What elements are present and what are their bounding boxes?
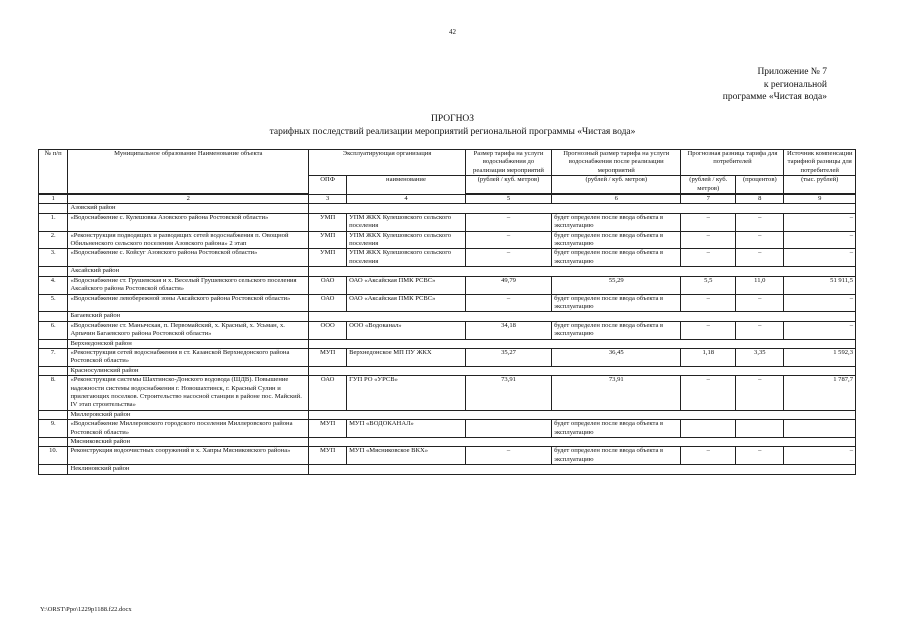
row-number: 9. — [39, 420, 68, 438]
organization-name: УПМ ЖКХ Кулешовского сельского поселения — [347, 249, 466, 267]
district-blank — [39, 267, 68, 276]
district-blank — [39, 312, 68, 321]
source-cell — [784, 420, 856, 438]
col-number: 1 — [39, 195, 68, 204]
diff-pct-cell: 3,35 — [736, 348, 784, 366]
source-cell: – — [784, 231, 856, 249]
diff-pct-cell: – — [736, 447, 784, 465]
district-blank — [39, 339, 68, 348]
tariff-cell: – — [465, 213, 551, 231]
col-number: 6 — [552, 195, 681, 204]
district-blank — [39, 204, 68, 213]
district-blank — [309, 312, 856, 321]
table-row — [39, 249, 856, 267]
tariff-cell: 34,18 — [465, 321, 551, 339]
tariff-cell: 73,91 — [465, 376, 551, 411]
table-row — [39, 231, 856, 249]
document-title: ПРОГНОЗ — [430, 114, 475, 124]
organization-name: УПМ ЖКХ Кулешовского сельского поселения — [347, 231, 466, 249]
column-number-row — [39, 195, 856, 204]
source-cell: 1 787,7 — [784, 376, 856, 411]
header-num: № п/п — [39, 150, 68, 194]
tariff-cell: – — [465, 249, 551, 267]
district-blank — [309, 267, 856, 276]
source-cell: – — [784, 249, 856, 267]
district-blank — [39, 438, 68, 447]
diff-pct-cell — [736, 420, 784, 438]
object-name: «Реконструкция сетей водоснабжения в ст. Казанской Верхнедонского района Ростовской области» — [68, 348, 309, 366]
table-row — [39, 213, 856, 231]
diff-pct-cell: – — [736, 376, 784, 411]
header-tariff: Размер тарифа на услуги водоснабжения до реализации мероприятий — [465, 150, 551, 176]
district-name: Азовский район — [68, 204, 309, 213]
row-number: 2. — [39, 231, 68, 249]
diff-pct-cell: – — [736, 231, 784, 249]
header-operator: Эксплуатирующая организация — [309, 150, 466, 176]
district-row — [39, 204, 856, 213]
row-number: 3. — [39, 249, 68, 267]
forecast-cell: 55,29 — [552, 276, 681, 294]
opf-cell: ОАО — [309, 276, 347, 294]
district-row — [39, 312, 856, 321]
opf-cell: УМП — [309, 249, 347, 267]
opf-cell: ООО — [309, 321, 347, 339]
appendix-caption — [723, 66, 827, 104]
diff-pct-cell: – — [736, 321, 784, 339]
diff-rub-cell: – — [681, 376, 736, 411]
district-name: Верхнедонской район — [68, 339, 309, 348]
forecast-cell: будет определен после ввода объекта в эксплуатацию — [552, 249, 681, 267]
col-number: 3 — [309, 195, 347, 204]
forecast-cell: 36,45 — [552, 348, 681, 366]
district-name: Аксайский район — [68, 267, 309, 276]
object-name: «Водоснабжение с. Койсуг Азовского района Ростовской области» — [68, 249, 309, 267]
appendix-line: программе «Чистая вода» — [722, 92, 827, 102]
organization-name: ОАО «Аксайская ПМК РСВС» — [347, 294, 466, 312]
table-row — [39, 348, 856, 366]
opf-cell: МУП — [309, 447, 347, 465]
row-number: 8. — [39, 376, 68, 411]
table-row — [39, 321, 856, 339]
opf-cell: ОАО — [309, 294, 347, 312]
object-name: «Водоснабжение ст. Грушевская и х. Веселый Грушевского сельского поселения Аксайского района Ростовской области» — [68, 276, 309, 294]
row-number: 1. — [39, 213, 68, 231]
document-subtitle: тарифных последствий реализации мероприятий региональной программы «Чистая вода» — [269, 127, 636, 137]
table-row — [39, 420, 856, 438]
table-body — [39, 204, 856, 474]
district-blank — [39, 366, 68, 375]
col-number: 9 — [784, 195, 856, 204]
district-row — [39, 339, 856, 348]
col-number: 7 — [681, 195, 736, 204]
header-unit-diff-rub: (рублей / куб. метров) — [681, 176, 736, 194]
appendix-line: Приложение № 7 — [757, 67, 827, 77]
district-row — [39, 465, 856, 474]
district-name: Красносулинский район — [68, 366, 309, 375]
appendix-line: к региональной — [763, 79, 827, 90]
header-opf: ОПФ — [309, 176, 347, 195]
forecast-cell: 73,91 — [552, 376, 681, 411]
forecast-cell: будет определен после ввода объекта в эксплуатацию — [552, 447, 681, 465]
header-difference: Прогнозная разница тарифа для потребителей — [681, 150, 784, 176]
object-name: «Реконструкция подводящих и разводящих сетей водоснабжения п. Овощной Обильненского сельского поселения Азовского района» 2 этап — [68, 231, 309, 249]
diff-pct-cell: – — [736, 213, 784, 231]
opf-cell: МУП — [309, 348, 347, 366]
tariff-cell: – — [465, 294, 551, 312]
page-number: 42 — [449, 28, 456, 36]
header-forecast: Прогнозный размер тарифа на услуги водоснабжения после реализации мероприятий — [552, 150, 681, 176]
diff-rub-cell: 1,18 — [681, 348, 736, 366]
opf-cell: МУП — [309, 420, 347, 438]
district-row — [39, 410, 856, 419]
row-number: 7. — [39, 348, 68, 366]
diff-pct-cell: – — [736, 249, 784, 267]
forecast-cell: будет определен после ввода объекта в эксплуатацию — [552, 321, 681, 339]
header-source: Источник компенсации тарифной разницы для потребителей — [784, 150, 856, 176]
diff-rub-cell: – — [681, 249, 736, 267]
district-row — [39, 366, 856, 375]
source-cell: – — [784, 213, 856, 231]
table-row — [39, 276, 856, 294]
diff-pct-cell: – — [736, 294, 784, 312]
diff-pct-cell: 11,0 — [736, 276, 784, 294]
header-name: наименование — [347, 176, 466, 195]
source-cell: – — [784, 321, 856, 339]
district-blank — [309, 465, 856, 474]
diff-rub-cell: – — [681, 447, 736, 465]
district-row — [39, 438, 856, 447]
tariff-cell: 49,79 — [465, 276, 551, 294]
diff-rub-cell: – — [681, 321, 736, 339]
source-cell: – — [784, 294, 856, 312]
tariff-cell: 35,27 — [465, 348, 551, 366]
tariff-cell: – — [465, 447, 551, 465]
object-name: «Водоснабжение с. Кулешовка Азовского района Ростовской области» — [68, 213, 309, 231]
district-row — [39, 267, 856, 276]
district-blank — [309, 339, 856, 348]
diff-rub-cell: – — [681, 294, 736, 312]
col-number: 8 — [736, 195, 784, 204]
organization-name: Верхнедонское МП ПУ ЖКХ — [347, 348, 466, 366]
district-name: Неклиновский район — [68, 465, 309, 474]
row-number: 4. — [39, 276, 68, 294]
organization-name: УПМ ЖКХ Кулешовского сельского поселения — [347, 213, 466, 231]
col-number: 2 — [68, 195, 309, 204]
diff-rub-cell: 5,5 — [681, 276, 736, 294]
organization-name: МУП «ВОДОКАНАЛ» — [347, 420, 466, 438]
source-cell: 51 911,5 — [784, 276, 856, 294]
header-unit-source: (тыс. рублей) — [784, 176, 856, 194]
district-blank — [309, 438, 856, 447]
organization-name: МУП «Мясниковское ВКХ» — [347, 447, 466, 465]
row-number: 10. — [39, 447, 68, 465]
district-blank — [309, 366, 856, 375]
diff-rub-cell — [681, 420, 736, 438]
col-number: 4 — [347, 195, 466, 204]
opf-cell: УМП — [309, 213, 347, 231]
object-name: «Реконструкция системы Шахтинско-Донского водовода (ШДВ). Повышение надежности системы водоснабжения г. Новошахтинск, г. Красный Сулин и прилегающих поселков. Строительство насосной станции в районе пос. Майский. IV этап строительства» — [68, 376, 309, 411]
opf-cell: ОАО — [309, 376, 347, 411]
forecast-cell: будет определен после ввода объекта в эксплуатацию — [552, 420, 681, 438]
organization-name: ГУП РО «УРСВ» — [347, 376, 466, 411]
source-cell: 1 592,3 — [784, 348, 856, 366]
object-name: «Водоснабжение ст. Манычская, п. Первомайский, х. Красный, х. Усьман, х. Арпачин Багаевского района Ростовской области» — [68, 321, 309, 339]
col-number: 5 — [465, 195, 551, 204]
district-blank — [309, 204, 856, 213]
district-blank — [39, 465, 68, 474]
object-name: «Водоснабжение Миллеровского городского поселения Миллеровского района Ростовской области» — [68, 420, 309, 438]
forecast-table — [38, 149, 856, 475]
district-name: Миллеровский район — [68, 410, 309, 419]
table-row — [39, 376, 856, 411]
diff-rub-cell: – — [681, 231, 736, 249]
header-unit-forecast: (рублей / куб. метров) — [552, 176, 681, 194]
object-name: «Водоснабжение левобережной зоны Аксайского района Ростовской области» — [68, 294, 309, 312]
file-path-footer: Y:\ORST\Ppo\1229p1188.f22.docx — [40, 606, 132, 613]
object-name: Реконструкция водоочистных сооружений в х. Хапры Мясниковского района» — [68, 447, 309, 465]
tariff-cell — [465, 420, 551, 438]
district-name: Багаевский район — [68, 312, 309, 321]
row-number: 5. — [39, 294, 68, 312]
organization-name: ООО «Водоканал» — [347, 321, 466, 339]
forecast-cell: будет определен после ввода объекта в эксплуатацию — [552, 213, 681, 231]
row-number: 6. — [39, 321, 68, 339]
district-name: Мясниковский район — [68, 438, 309, 447]
table-row — [39, 294, 856, 312]
organization-name: ОАО «Аксайская ПМК РСВС» — [347, 276, 466, 294]
opf-cell: УМП — [309, 231, 347, 249]
district-blank — [39, 410, 68, 419]
source-cell: – — [784, 447, 856, 465]
forecast-cell: будет определен после ввода объекта в эксплуатацию — [552, 294, 681, 312]
table-row — [39, 447, 856, 465]
header-unit-tariff: (рублей / куб. метров) — [465, 176, 551, 194]
header-unit-diff-pct: (процентов) — [736, 176, 784, 194]
header-municipality: Муниципальное образование Наименование объекта — [68, 150, 309, 194]
tariff-cell: – — [465, 231, 551, 249]
forecast-cell: будет определен после ввода объекта в эксплуатацию — [552, 231, 681, 249]
diff-rub-cell: – — [681, 213, 736, 231]
district-blank — [309, 410, 856, 419]
